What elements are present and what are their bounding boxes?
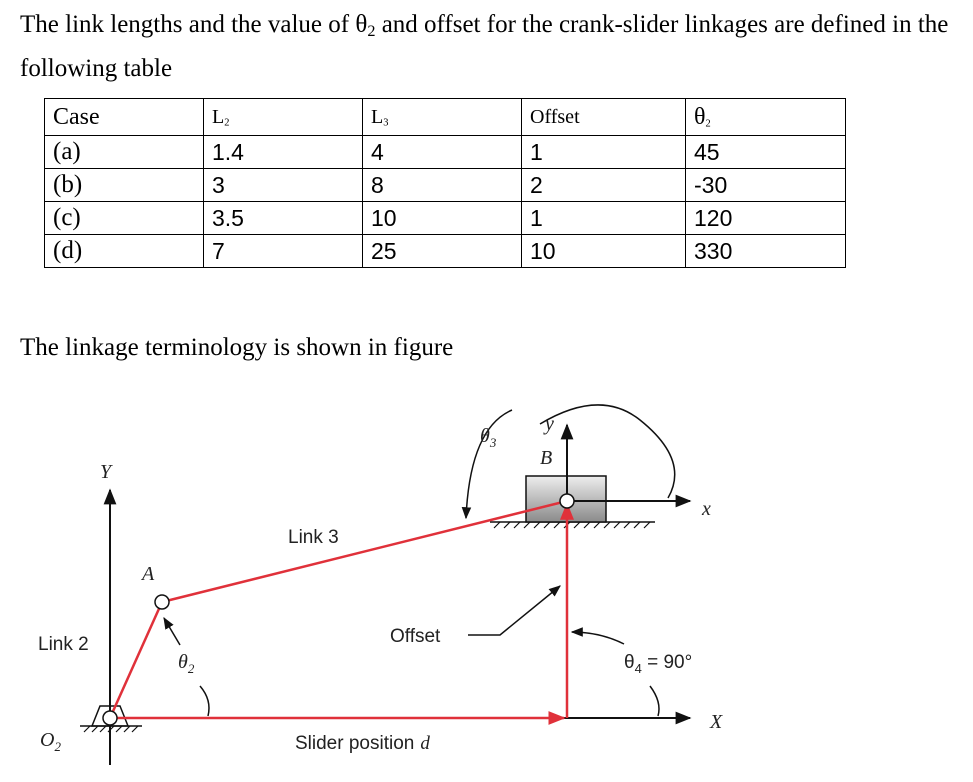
label-theta3: $\theta_3$ (480, 425, 497, 450)
theta4-arc-base (650, 686, 659, 716)
theta2-arc (200, 686, 209, 716)
header-theta2: $\theta_2$ (686, 99, 846, 136)
table-row (45, 202, 846, 235)
label-X-axis: X (710, 711, 723, 733)
label-offset: Offset (390, 626, 441, 647)
label-point-B: B (540, 447, 553, 469)
header-case: Case (45, 99, 204, 136)
table-cell: 10 (522, 235, 686, 268)
intro-text-1: The link lengths and the value of θ (20, 11, 368, 38)
intro-subscript: 2 (367, 22, 376, 41)
label-slider-position: Slider position d (295, 733, 430, 754)
figure-caption: The linkage terminology is shown in figure (20, 334, 454, 361)
label-link-2: Link 2 (38, 634, 89, 655)
table-cell: -30 (686, 169, 846, 202)
table-cell: 4 (363, 136, 522, 169)
pin-o2 (103, 711, 117, 725)
table-cell: 1.4 (204, 136, 363, 169)
label-point-A: A (142, 563, 155, 585)
table-cell: 25 (363, 235, 522, 268)
label-theta2: $\theta_2$ (178, 651, 195, 676)
linkage-diagram (0, 380, 973, 780)
table-cell: 7 (204, 235, 363, 268)
table-cell: 2 (522, 169, 686, 202)
slider-ground (490, 522, 655, 528)
header-l2: $L_2$ (204, 99, 363, 136)
table-row (45, 169, 846, 202)
label-theta4: $\theta_4 = 90^\circ$ (624, 652, 693, 676)
table-cell: (d) (45, 235, 204, 268)
label-origin: $O_2$ (40, 729, 61, 754)
link-3-line (162, 501, 567, 602)
pin-a (155, 595, 169, 609)
label-link-3: Link 3 (288, 527, 339, 548)
label-x-local: x (702, 498, 711, 520)
linkage-table (44, 98, 846, 268)
label-y-local: y (545, 413, 554, 435)
theta2-arrow (164, 618, 180, 645)
table-cell: 8 (363, 169, 522, 202)
header-offset: Offset (522, 99, 686, 136)
intro-text-2: and offset for the crank-slider linkages are defined in the following table (20, 11, 949, 83)
table-cell: 3 (204, 169, 363, 202)
table-cell: (c) (45, 202, 204, 235)
pin-b (560, 494, 574, 508)
table-row (45, 136, 846, 169)
table-cell: 45 (686, 136, 846, 169)
table-cell: 1 (522, 136, 686, 169)
table-cell: 1 (522, 202, 686, 235)
table-cell: 3.5 (204, 202, 363, 235)
table-row (45, 235, 846, 268)
table-cell: (b) (45, 169, 204, 202)
table-header-row (45, 99, 846, 136)
table-cell: 330 (686, 235, 846, 268)
table-cell: 120 (686, 202, 846, 235)
theta4-arc (572, 632, 624, 644)
link-2-line (110, 602, 162, 718)
offset-leader (468, 586, 560, 635)
table-cell: (a) (45, 136, 204, 169)
label-Y-axis: Y (100, 461, 112, 483)
table-cell: 10 (363, 202, 522, 235)
intro-paragraph (20, 6, 960, 87)
header-l3: $L_3$ (363, 99, 522, 136)
